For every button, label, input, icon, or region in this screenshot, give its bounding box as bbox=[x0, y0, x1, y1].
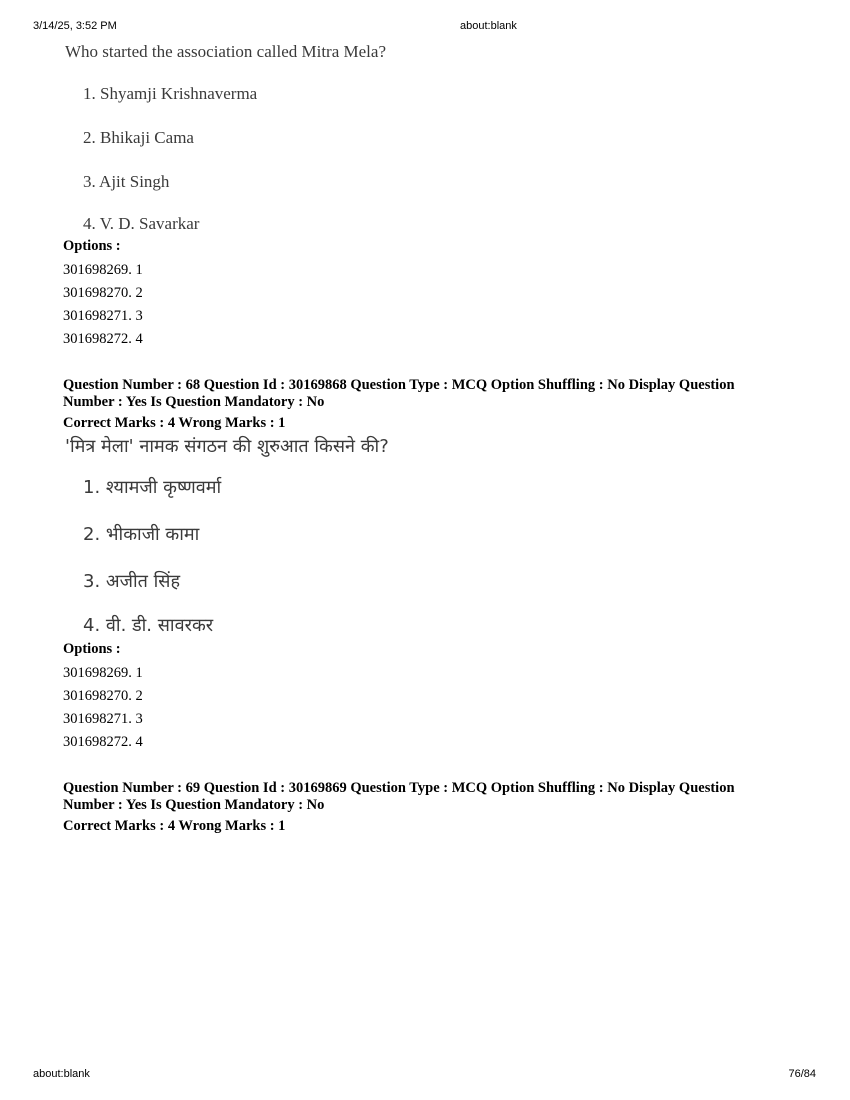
options-label: Options : bbox=[63, 238, 121, 254]
question-text: 'मित्र मेला' नामक संगठन की शुरुआत किसने की? bbox=[65, 436, 389, 457]
option-id: 301698271. 3 bbox=[63, 711, 143, 727]
print-url: about:blank bbox=[460, 20, 517, 32]
question-option: 2. Bhikaji Cama bbox=[83, 128, 194, 147]
question-option: 4. वी. डी. सावरकर bbox=[83, 615, 214, 636]
document-content bbox=[63, 36, 803, 835]
question-image-english bbox=[63, 40, 803, 238]
question-option: 4. V. D. Savarkar bbox=[83, 214, 200, 233]
print-header bbox=[0, 20, 850, 36]
question-option: 3. Ajit Singh bbox=[83, 172, 170, 191]
print-datetime: 3/14/25, 3:52 PM bbox=[33, 20, 117, 32]
question-option: 3. अजीत सिंह bbox=[83, 571, 181, 592]
question-text: Who started the association called Mitra Mela? bbox=[65, 42, 386, 61]
question-image-hindi bbox=[63, 434, 803, 641]
option-id: 301698269. 1 bbox=[63, 665, 143, 681]
question-option: 2. भीकाजी कामा bbox=[83, 524, 200, 545]
footer-url: about:blank bbox=[33, 1068, 90, 1080]
options-label: Options : bbox=[63, 641, 121, 657]
question-option: 1. Shyamji Krishnaverma bbox=[83, 84, 258, 103]
question-meta-line: Number : Yes Is Question Mandatory : No bbox=[63, 797, 325, 813]
question-meta-line: Number : Yes Is Question Mandatory : No bbox=[63, 394, 325, 410]
question-meta-line: Question Number : 69 Question Id : 30169869 Question Type : MCQ Option Shuffling : No Display Question bbox=[63, 780, 735, 796]
option-id: 301698271. 3 bbox=[63, 308, 143, 324]
question-meta bbox=[63, 377, 803, 411]
question-option: 1. श्यामजी कृष्णवर्मा bbox=[83, 477, 222, 498]
option-id: 301698272. 4 bbox=[63, 331, 143, 347]
option-id: 301698270. 2 bbox=[63, 285, 143, 301]
option-id: 301698269. 1 bbox=[63, 262, 143, 278]
question-marks: Correct Marks : 4 Wrong Marks : 1 bbox=[63, 818, 286, 834]
question-meta-line: Question Number : 68 Question Id : 30169868 Question Type : MCQ Option Shuffling : No Display Question bbox=[63, 377, 735, 393]
page-number: 76/84 bbox=[788, 1068, 816, 1080]
print-footer bbox=[0, 1068, 850, 1084]
option-id-list bbox=[63, 259, 803, 351]
question-marks: Correct Marks : 4 Wrong Marks : 1 bbox=[63, 415, 286, 431]
option-id-list bbox=[63, 662, 803, 754]
question-meta bbox=[63, 780, 803, 814]
option-id: 301698270. 2 bbox=[63, 688, 143, 704]
option-id: 301698272. 4 bbox=[63, 734, 143, 750]
